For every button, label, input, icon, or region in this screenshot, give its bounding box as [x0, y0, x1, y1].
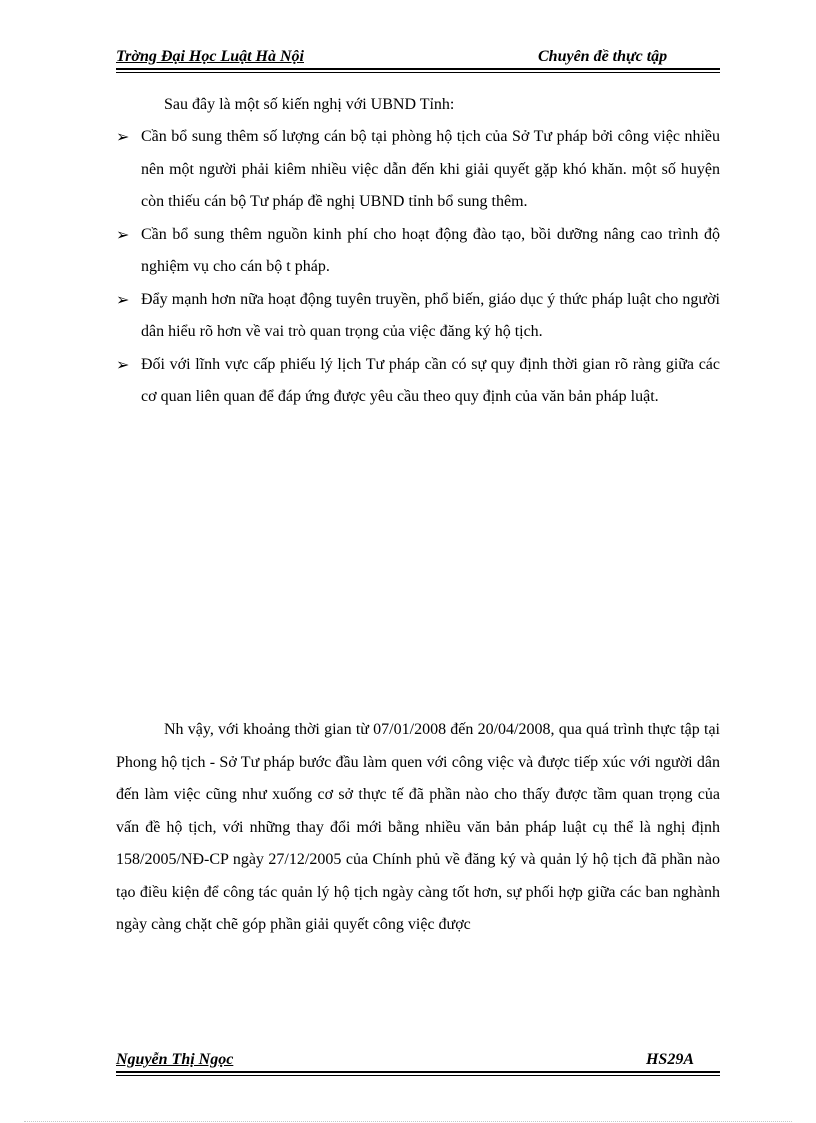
arrow-bullet-icon: ➢: [116, 224, 130, 244]
list-item: [116, 349, 720, 414]
arrow-bullet-icon: ➢: [116, 289, 130, 309]
header-rule-thin: [116, 72, 720, 73]
header-school: Trờng Đại Học Luật Hà Nội: [116, 48, 304, 65]
intro-paragraph: Sau đây là một số kiến nghị với UBND Tỉnh:: [164, 96, 455, 113]
header-title: Chuyên đề thực tập: [538, 48, 668, 65]
page-bottom-border: [24, 1121, 792, 1122]
list-item-text: Cần bổ sung thêm nguồn kinh phí cho hoạt động đào tạo, bồi dưỡng nâng cao trình độ nghiệm vụ cho cán bộ t pháp.: [141, 225, 720, 275]
header-rule: [116, 68, 720, 70]
footer-rule-thin: [116, 1075, 720, 1076]
list-item: [116, 121, 720, 219]
list-item-text: Đối với lĩnh vực cấp phiếu lý lịch Tư pháp cần có sự quy định thời gian rõ ràng giữa các cơ quan liên quan để đáp ứng được yêu cầu theo quy định của văn bản pháp luật.: [141, 355, 720, 405]
footer-author: Nguyễn Thị Ngọc: [116, 1051, 234, 1068]
list-item-text: Đẩy mạnh hơn nữa hoạt động tuyên truyền, phổ biến, giáo dục ý thức pháp luật cho người dân hiểu rõ hơn về vai trò quan trọng của việc đăng ký hộ tịch.: [141, 290, 720, 340]
arrow-bullet-icon: ➢: [116, 127, 130, 146]
footer-class: HS29A: [645, 1051, 694, 1068]
recommendation-list: [116, 121, 720, 414]
list-item: [116, 284, 720, 349]
list-item-text: Cần bổ sung thêm số lượng cán bộ tại phòng hộ tịch của Sở Tư pháp bởi công việc nhiều nên một người phải kiêm nhiều việc dẫn đến khi giải quyết gặp khó khăn. một số huyện còn thiếu cán bộ Tư pháp đề nghị UBND tỉnh bổ sung thêm.: [141, 128, 720, 210]
page-header: [116, 48, 720, 68]
footer-rule: [116, 1071, 720, 1073]
conclusion-paragraph: Nh vậy, với khoảng thời gian từ 07/01/2008 đến 20/04/2008, qua quá trình thực tập tại Phong hộ tịch - Sở Tư pháp bước đầu làm quen với công việc và được tiếp xúc với người dân đến làm việc cũng như xuống cơ sở thực tế đã phần nào cho thấy được tầm quan trọng của vấn đề hộ tịch, với những thay đổi mới bằng nhiều văn bản pháp luật cụ thể là nghị định 158/2005/NĐ-CP ngày 27/12/2005 của Chính phủ về đăng ký và quản lý hộ tịch đã phần nào tạo điều kiện để công tác quản lý hộ tịch ngày càng tốt hơn, sự phối hợp giữa các ban nghành ngày càng chặt chẽ góp phần giải quyết công việc được: [116, 721, 720, 933]
list-item: [116, 219, 720, 284]
arrow-bullet-icon: ➢: [116, 354, 130, 374]
page-footer: [116, 1051, 720, 1071]
